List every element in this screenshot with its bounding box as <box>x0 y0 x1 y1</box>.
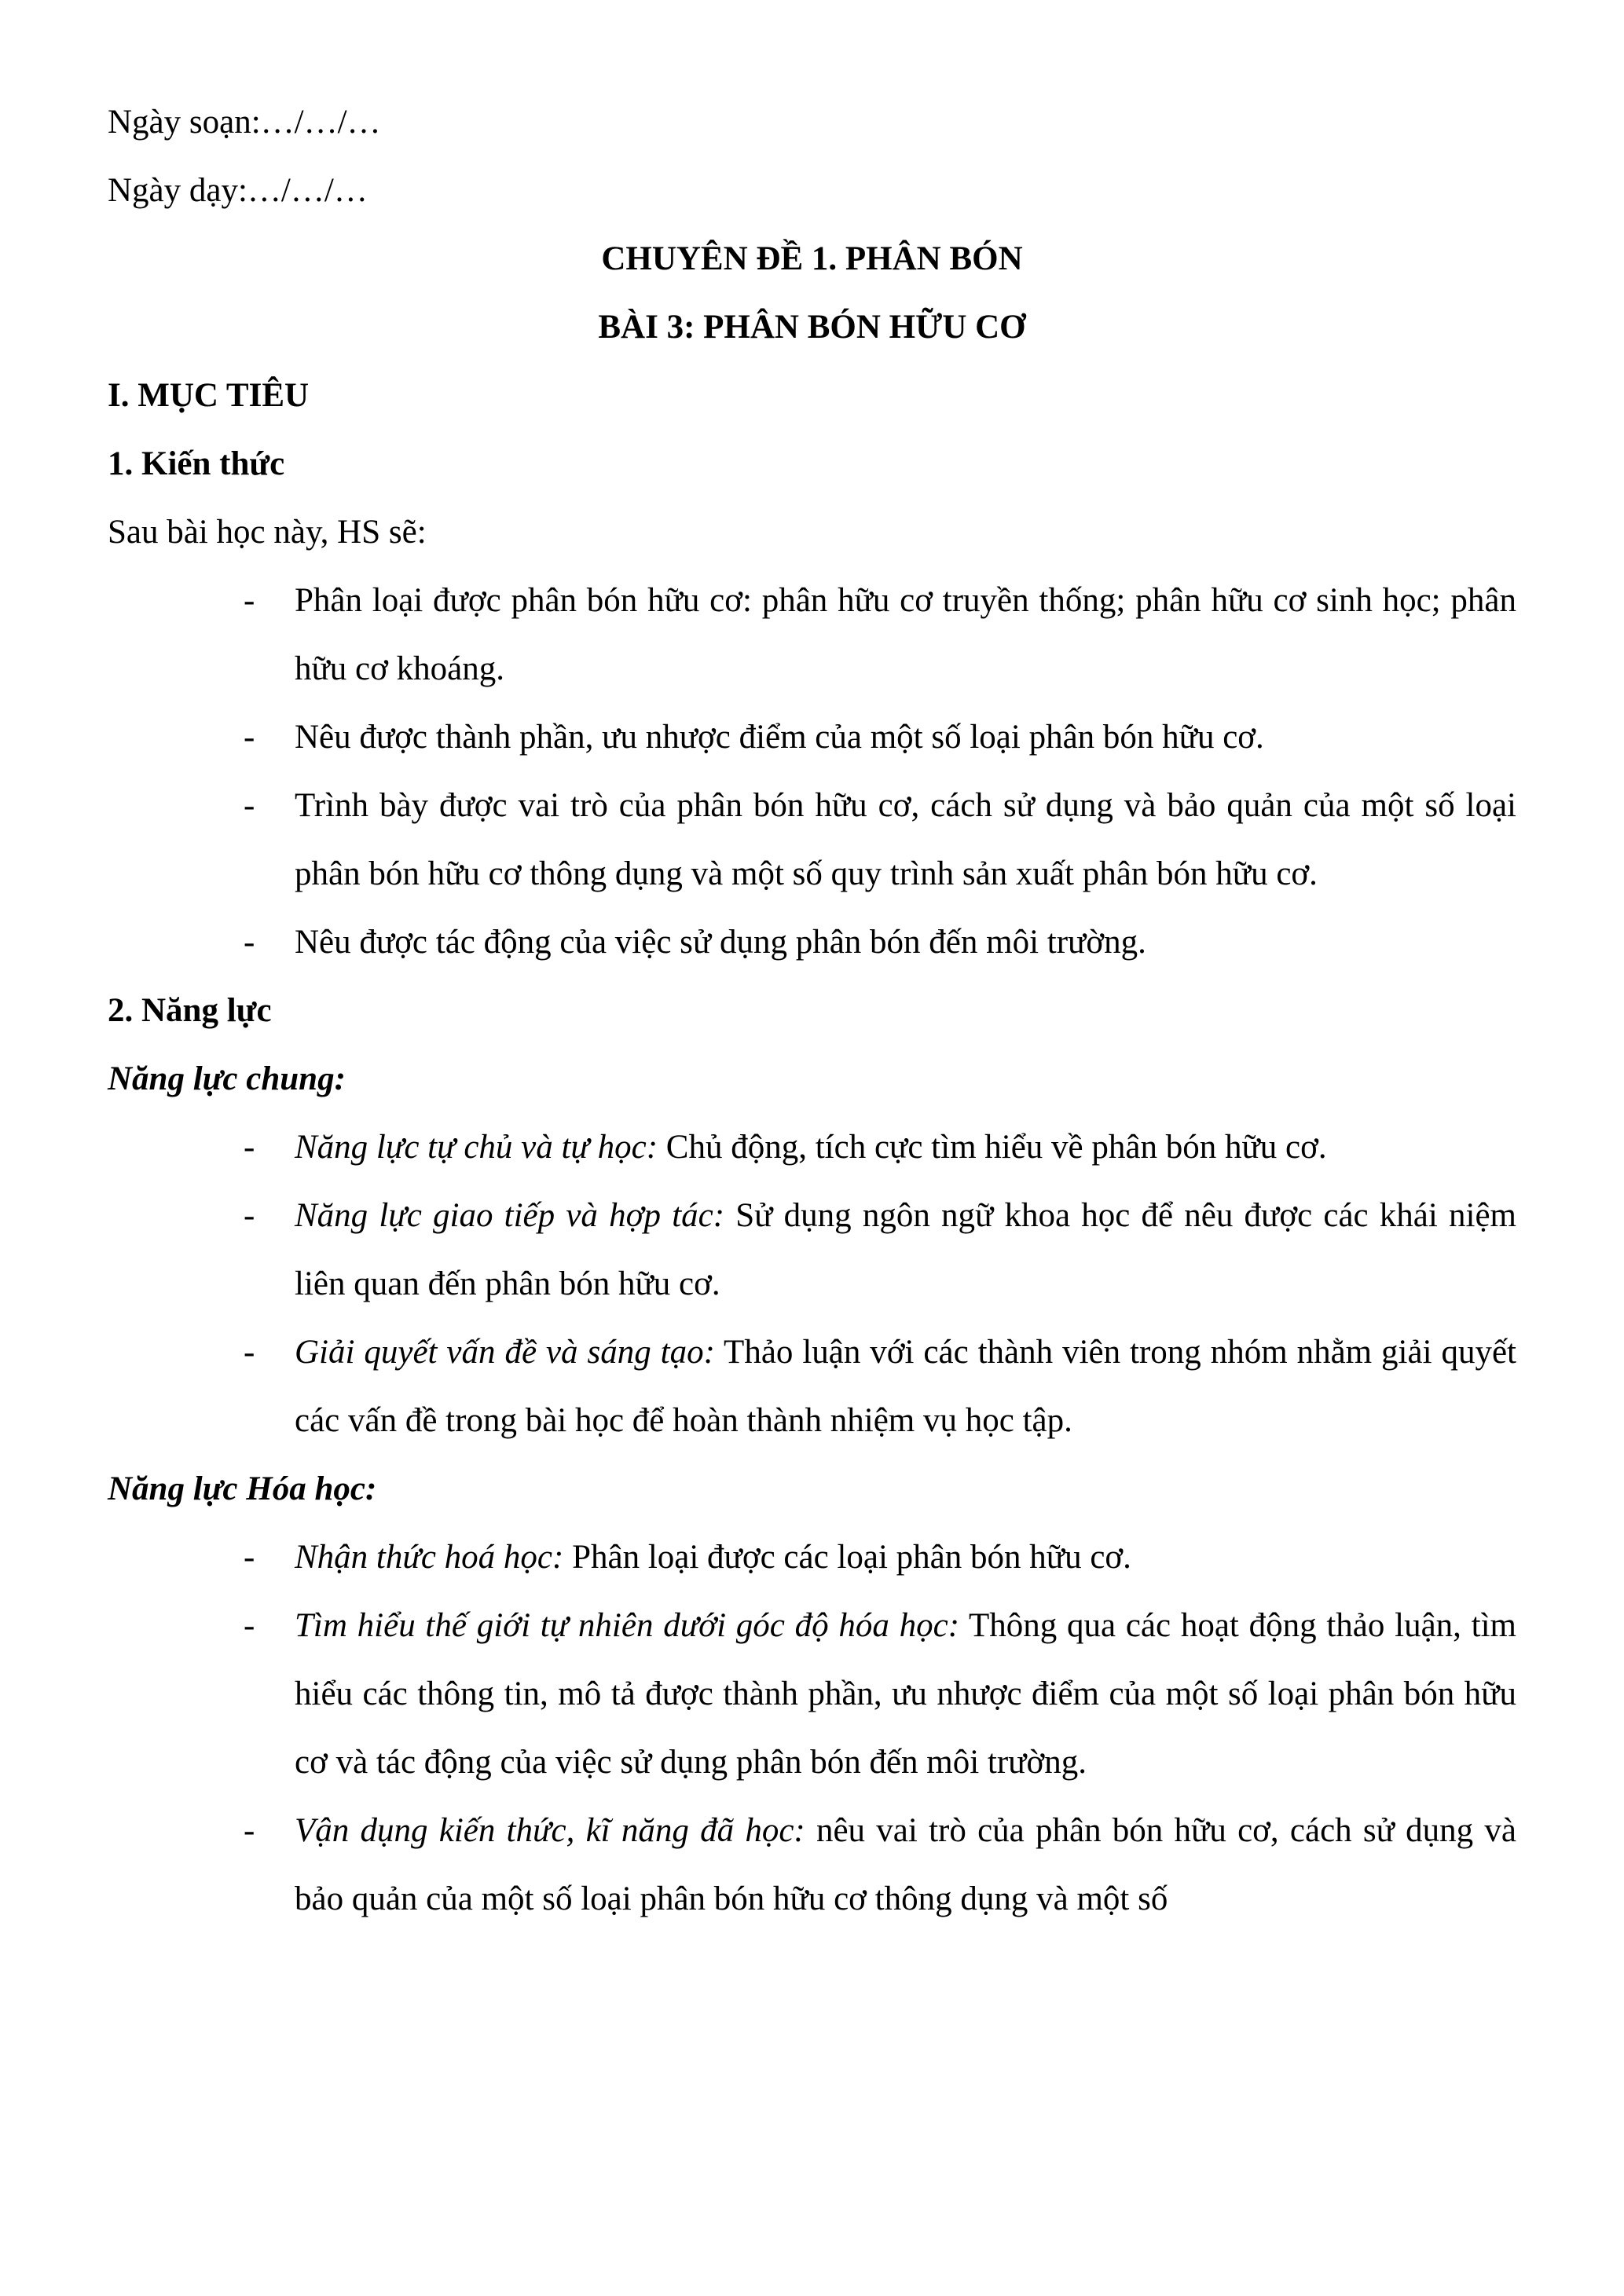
competency-description: nêu vai trò của phân bón hữu cơ, cách sử dụng và bảo quản của một số loại phân bón hữu cơ thông dụng và một số <box>295 1812 1516 1917</box>
competency-lead: Giải quyết vấn đề và sáng tạo: <box>295 1334 715 1371</box>
list-item-text: Nêu được tác động của việc sử dụng phân bón đến môi trường. <box>295 924 1146 961</box>
dash-marker: - <box>244 1197 255 1234</box>
list-item <box>108 703 1516 771</box>
competency-description: Sử dụng ngôn ngữ khoa học để nêu được các khái niệm liên quan đến phân bón hữu cơ. <box>295 1197 1516 1302</box>
list-item-text <box>295 1591 1516 1796</box>
dash-marker: - <box>244 582 255 619</box>
list-item-text: Trình bày được vai trò của phân bón hữu cơ, cách sử dụng và bảo quản của một số loại phân bón hữu cơ thông dụng và một số quy trình sản xuất phân bón hữu cơ. <box>295 787 1516 892</box>
date-composed-line: Ngày soạn:…/…/… <box>108 104 381 141</box>
list-item-text <box>295 1523 1516 1591</box>
general-competencies-heading: Năng lực chung: <box>108 1060 346 1097</box>
dash-marker: - <box>244 1607 255 1644</box>
dash-marker: - <box>244 1129 255 1166</box>
dash-marker: - <box>244 1812 255 1849</box>
competency-lead: Tìm hiểu thế giới tự nhiên dưới góc độ hóa học: <box>295 1607 960 1644</box>
list-item <box>108 1591 1516 1796</box>
dash-marker: - <box>244 924 255 961</box>
list-item <box>108 1113 1516 1181</box>
date-taught-line: Ngày dạy:…/…/… <box>108 172 368 209</box>
list-item-text <box>295 1181 1516 1318</box>
list-item <box>108 1181 1516 1318</box>
list-item-text <box>295 1318 1516 1455</box>
list-item <box>108 1318 1516 1455</box>
list-item-text: Phân loại được phân bón hữu cơ: phân hữu cơ truyền thống; phân hữu cơ sinh học; phân hữu cơ khoáng. <box>295 582 1516 687</box>
competency-description: Phân loại được các loại phân bón hữu cơ. <box>563 1539 1131 1576</box>
lesson-title: BÀI 3: PHÂN BÓN HỮU CƠ <box>598 309 1026 346</box>
competency-description: Thảo luận với các thành viên trong nhóm nhằm giải quyết các vấn đề trong bài học để hoàn thành nhiệm vụ học tập. <box>295 1334 1516 1439</box>
competency-description: Chủ động, tích cực tìm hiểu về phân bón hữu cơ. <box>658 1129 1327 1166</box>
dash-marker: - <box>244 787 255 824</box>
list-item-text <box>295 1796 1516 1933</box>
competency-lead: Vận dụng kiến thức, kĩ năng đã học: <box>295 1812 805 1849</box>
dash-marker: - <box>244 719 255 756</box>
list-item <box>108 1796 1516 1933</box>
subsection-heading-competencies: 2. Năng lực <box>108 992 272 1029</box>
topic-title: CHUYÊN ĐỀ 1. PHÂN BÓN <box>601 240 1023 277</box>
competency-description: Thông qua các hoạt động thảo luận, tìm hiểu các thông tin, mô tả được thành phần, ưu nhược điểm của một số loại phân bón hữu cơ và tác động của việc sử dụng phân bón đến môi trường. <box>295 1607 1516 1781</box>
list-item <box>108 771 1516 908</box>
list-item <box>108 908 1516 976</box>
dash-marker: - <box>244 1539 255 1576</box>
knowledge-intro: Sau bài học này, HS sẽ: <box>108 514 427 551</box>
subsection-heading-knowledge: 1. Kiến thức <box>108 445 285 482</box>
list-item-text: Nêu được thành phần, ưu nhược điểm của một số loại phân bón hữu cơ. <box>295 719 1264 756</box>
list-item <box>108 1523 1516 1591</box>
section-heading-objectives: I. MỤC TIÊU <box>108 377 310 414</box>
competency-lead: Năng lực giao tiếp và hợp tác: <box>295 1197 725 1234</box>
competency-lead: Nhận thức hoá học: <box>295 1539 564 1576</box>
dash-marker: - <box>244 1334 255 1371</box>
list-item <box>108 566 1516 703</box>
chemistry-competencies-heading: Năng lực Hóa học: <box>108 1470 377 1507</box>
list-item-text <box>295 1113 1516 1181</box>
competency-lead: Năng lực tự chủ và tự học: <box>295 1129 658 1166</box>
